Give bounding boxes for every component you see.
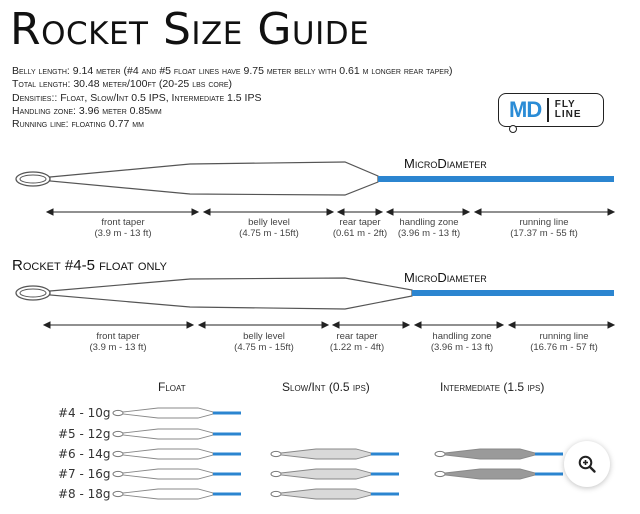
mini-running-line bbox=[213, 453, 241, 456]
mini-line-slow-int bbox=[271, 469, 399, 479]
mini-line-float bbox=[113, 408, 241, 418]
arrowhead bbox=[608, 322, 614, 328]
size-row-label: #6 - 14g bbox=[58, 447, 111, 461]
arrowhead bbox=[322, 322, 328, 328]
segment-size: (4.75 m - 15ft) bbox=[234, 342, 294, 353]
loop-inner bbox=[20, 175, 46, 183]
mini-line-slow-int bbox=[271, 449, 399, 459]
mini-line-intermediate bbox=[435, 469, 563, 479]
running-line-1 bbox=[378, 176, 614, 182]
loop-inner bbox=[20, 289, 46, 297]
loop-icon bbox=[271, 491, 281, 496]
segment-label-belly-level-1 bbox=[219, 217, 319, 239]
mini-running-line bbox=[213, 433, 241, 436]
mini-line-float bbox=[113, 429, 241, 439]
mini-running-line bbox=[371, 493, 399, 496]
segment-name: handling zone bbox=[432, 331, 492, 342]
arrowhead bbox=[463, 209, 469, 215]
segment-name: front taper bbox=[101, 217, 145, 228]
segment-label-rear-taper-1 bbox=[323, 217, 397, 239]
mini-running-line bbox=[535, 473, 563, 476]
loop-icon bbox=[271, 471, 281, 476]
running-line-2 bbox=[412, 290, 614, 296]
size-grid-lines bbox=[113, 408, 563, 499]
mini-line-head bbox=[445, 449, 535, 459]
spec-running-line: Running line: floating 0.77 mm bbox=[12, 118, 144, 131]
fly-line-head-2 bbox=[50, 278, 412, 309]
mini-line-head bbox=[281, 489, 371, 499]
mini-line-head bbox=[123, 489, 213, 499]
segment-name: belly level bbox=[248, 217, 290, 228]
mini-line-head bbox=[281, 449, 371, 459]
arrowhead bbox=[44, 322, 50, 328]
loop-icon bbox=[16, 172, 50, 186]
segment-name: belly level bbox=[243, 331, 285, 342]
arrowhead bbox=[199, 322, 205, 328]
mini-line-float bbox=[113, 489, 241, 499]
segment-arrows-2 bbox=[44, 322, 614, 328]
section-heading-4-5-float: Rocket #4-5 float only bbox=[12, 257, 168, 274]
segment-label-handling-zone-2 bbox=[419, 331, 505, 353]
mini-line-intermediate bbox=[435, 449, 563, 459]
segment-label-running-line-2 bbox=[514, 331, 614, 353]
segment-name: rear taper bbox=[339, 217, 381, 228]
arrowhead bbox=[327, 209, 333, 215]
microdiameter-label-2: MicroDiameter bbox=[404, 270, 487, 285]
mini-running-line bbox=[213, 412, 241, 415]
arrowhead bbox=[509, 322, 515, 328]
arrowhead bbox=[187, 322, 193, 328]
segment-name: handling zone bbox=[399, 217, 459, 228]
segment-label-handling-zone-1 bbox=[388, 217, 470, 239]
mini-running-line bbox=[371, 473, 399, 476]
segment-name: front taper bbox=[96, 331, 140, 342]
line-profile-2 bbox=[16, 278, 614, 309]
arrowhead bbox=[403, 322, 409, 328]
arrowhead bbox=[204, 209, 210, 215]
segment-size: (3.96 m - 13 ft) bbox=[430, 342, 494, 353]
arrowhead bbox=[475, 209, 481, 215]
mini-running-line bbox=[371, 453, 399, 456]
page-title: Rocket Size Guide bbox=[10, 4, 370, 55]
mini-running-line bbox=[535, 453, 563, 456]
arrowhead bbox=[387, 209, 393, 215]
logo-text-line: LINE bbox=[554, 109, 582, 120]
segment-name: running line bbox=[519, 217, 569, 228]
mini-line-head bbox=[123, 429, 213, 439]
size-row-label: #4 - 10g bbox=[58, 406, 111, 420]
mini-line-float bbox=[113, 449, 241, 459]
loop-icon bbox=[113, 410, 123, 415]
arrowhead bbox=[333, 322, 339, 328]
segment-label-rear-taper-2 bbox=[320, 331, 394, 353]
segment-size: (16.76 m - 57 ft) bbox=[530, 342, 598, 353]
size-row-label: #7 - 16g bbox=[58, 467, 111, 481]
segment-size: (0.61 m - 2ft) bbox=[332, 228, 388, 239]
loop-icon bbox=[435, 471, 445, 476]
spec-belly-length: Belly length: 9.14 meter (#4 and #5 float lines have 9.75 meter belly with 0.61 m longer rear taper) bbox=[12, 65, 453, 77]
arrowhead bbox=[338, 209, 344, 215]
loop-icon bbox=[113, 451, 123, 456]
fly-line-head-1 bbox=[50, 162, 378, 195]
logo-text-fly: FLY bbox=[554, 99, 576, 110]
segment-label-running-line-1 bbox=[494, 217, 594, 239]
spec-total-length: Total length: 30.48 meter/100ft (20-25 lbs core) bbox=[12, 78, 233, 91]
mini-line-head bbox=[123, 449, 213, 459]
size-row-label: #8 - 18g bbox=[58, 487, 111, 501]
segment-size: (1.22 m - 4ft) bbox=[329, 342, 385, 353]
mini-running-line bbox=[213, 493, 241, 496]
column-header-intermediate: Intermediate (1.5 ips) bbox=[440, 380, 545, 394]
mini-line-float bbox=[113, 469, 241, 479]
segment-size: (17.37 m - 55 ft) bbox=[510, 228, 578, 239]
loop-icon bbox=[271, 451, 281, 456]
loop-icon bbox=[113, 431, 123, 436]
segment-label-front-taper-2 bbox=[68, 331, 168, 353]
segment-label-belly-level-2 bbox=[214, 331, 314, 353]
mini-running-line bbox=[213, 473, 241, 476]
segment-name: running line bbox=[539, 331, 589, 342]
mini-line-head bbox=[281, 469, 371, 479]
loop-icon bbox=[435, 451, 445, 456]
loop-icon bbox=[113, 491, 123, 496]
column-header-slow-int: Slow/Int (0.5 ips) bbox=[282, 380, 370, 394]
segment-size: (3.9 m - 13 ft) bbox=[89, 342, 147, 353]
arrowhead bbox=[376, 209, 382, 215]
loop-icon bbox=[113, 471, 123, 476]
logo-md-mark: MD bbox=[509, 97, 542, 122]
mini-line-head bbox=[123, 469, 213, 479]
mini-line-head bbox=[123, 408, 213, 418]
segment-arrows-1 bbox=[47, 209, 614, 215]
spec-handling-zone: Handling zone: 3.96 meter 0.85mm bbox=[12, 104, 162, 117]
arrowhead bbox=[192, 209, 198, 215]
segment-size: (3.96 m - 13 ft) bbox=[397, 228, 461, 239]
zoom-button[interactable] bbox=[564, 441, 610, 487]
segment-size: (4.75 m - 15ft) bbox=[239, 228, 299, 239]
arrowhead bbox=[415, 322, 421, 328]
size-row-label: #5 - 12g bbox=[58, 427, 111, 441]
segment-size: (3.9 m - 13 ft) bbox=[94, 228, 152, 239]
mini-line-slow-int bbox=[271, 489, 399, 499]
segment-name: rear taper bbox=[336, 331, 378, 342]
line-profile-1 bbox=[16, 162, 614, 195]
segment-label-front-taper-1 bbox=[73, 217, 173, 239]
spec-densities: Densities:: Float, Slow/Int 0.5 IPS, Intermediate 1.5 IPS bbox=[12, 91, 262, 104]
mini-line-head bbox=[445, 469, 535, 479]
arrowhead bbox=[497, 322, 503, 328]
arrowhead bbox=[47, 209, 53, 215]
column-header-float: Float bbox=[158, 380, 186, 394]
zoom-in-icon bbox=[577, 454, 597, 474]
loop-icon bbox=[16, 286, 50, 300]
arrowhead bbox=[608, 209, 614, 215]
microdiameter-label-1: MicroDiameter bbox=[404, 156, 487, 171]
